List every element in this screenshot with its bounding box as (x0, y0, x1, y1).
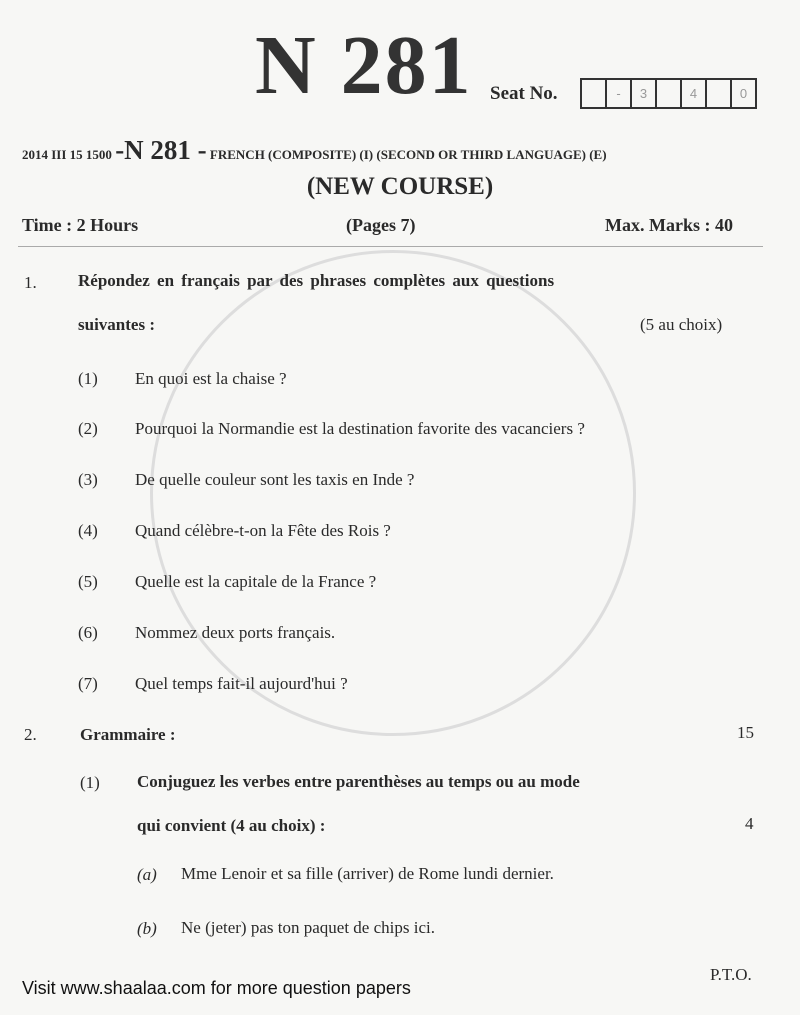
divider (18, 246, 763, 247)
seat-box: 3 (632, 80, 657, 107)
q2-sub-instruction-cont: qui convient (4 au choix) : (137, 816, 326, 835)
q2-item: Ne (jeter) pas ton paquet de chips ici. (181, 918, 435, 937)
q2-sub-instruction: Conjuguez les verbes entre parenthèses au temps ou au mode (137, 772, 580, 791)
q2-title: Grammaire : (80, 725, 176, 744)
q1-instruction-cont: suivantes : (78, 315, 155, 334)
paper-subject-line (22, 136, 607, 164)
seat-box: 4 (682, 80, 707, 107)
please-turn-over: P.T.O. (710, 965, 752, 984)
q1-item: Quel temps fait-il aujourd'hui ? (135, 674, 348, 693)
q1-item-num: (4) (78, 521, 98, 540)
footer-visit-link[interactable]: Visit www.shaalaa.com for more question papers (22, 978, 411, 998)
exam-session: 2014 III 15 1500 (22, 147, 112, 162)
q1-item-num: (6) (78, 623, 98, 642)
paper-code: N 281 (255, 19, 473, 112)
seat-box: 0 (739, 86, 748, 101)
q1-item: Quand célèbre-t-on la Fête des Rois ? (135, 521, 391, 540)
seat-number-boxes (580, 78, 757, 109)
q2-number: 2. (24, 725, 37, 744)
seat-label: Seat No. (490, 83, 558, 104)
watermark-circle (150, 250, 636, 736)
q1-item: Pourquoi la Normandie est la destination favorite des vacanciers ? (135, 419, 585, 438)
q2-item-letter: (a) (137, 865, 157, 884)
q1-instruction: Répondez en français par des phrases complètes aux questions (78, 271, 555, 290)
q2-sub-marks: 4 (745, 814, 754, 833)
q2-item-letter: (b) (137, 919, 157, 938)
q1-item-num: (3) (78, 470, 98, 489)
q2-marks: 15 (737, 723, 754, 742)
q2-sub-number: (1) (80, 773, 100, 792)
q1-item-num: (1) (78, 369, 98, 388)
time-allowed: Time : 2 Hours (22, 215, 139, 235)
q1-choice: (5 au choix) (640, 315, 723, 334)
q1-item: De quelle couleur sont les taxis en Inde ? (135, 470, 415, 489)
subject-name: FRENCH (COMPOSITE) (I) (SECOND OR THIRD LANGUAGE) (E) (209, 147, 607, 162)
seat-box: - (607, 80, 632, 107)
q1-item: Nommez deux ports français. (135, 623, 336, 642)
q1-item-num: (5) (78, 572, 98, 591)
subject-code: -N 281 - (115, 135, 207, 165)
q1-item-num: (2) (78, 419, 98, 438)
seat-box (707, 80, 732, 107)
q1-item: En quoi est la chaise ? (135, 369, 287, 388)
page-count: (Pages 7) (346, 215, 416, 235)
seat-box (657, 80, 682, 107)
course-title: (NEW COURSE) (306, 173, 494, 200)
q1-number: 1. (24, 273, 37, 292)
max-marks: Max. Marks : 40 (605, 215, 733, 235)
q1-item-num: (7) (78, 674, 98, 693)
seat-box (582, 80, 607, 107)
q1-item: Quelle est la capitale de la France ? (135, 572, 377, 591)
q2-item: Mme Lenoir et sa fille (arriver) de Rome lundi dernier. (181, 864, 554, 883)
